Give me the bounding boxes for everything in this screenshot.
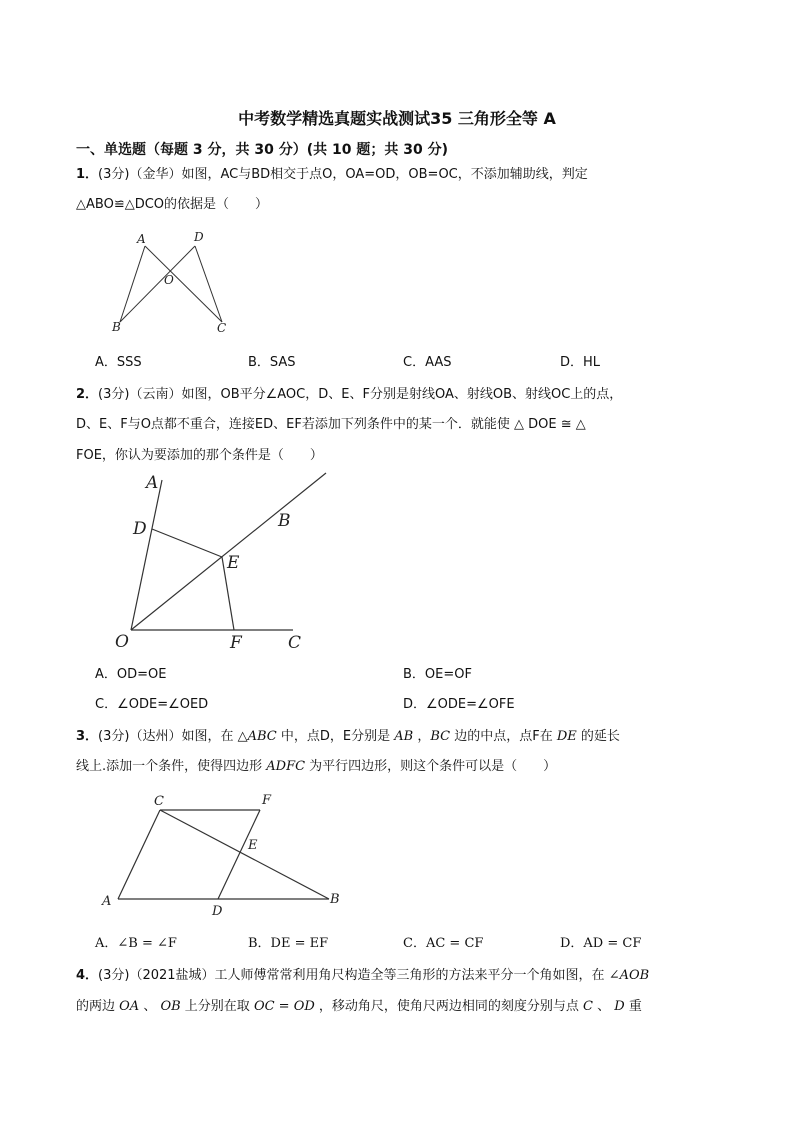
q3-text-1a: (3分)（达州）如图，在 △ xyxy=(98,729,248,744)
q2-option-a[interactable]: A．OD=OE xyxy=(95,667,167,682)
q2-line3: FOE，你认为要添加的那个条件是（ ） xyxy=(76,448,323,463)
q3-text-1i: 的延长 xyxy=(576,729,620,744)
q4-text-2i: 、 xyxy=(593,999,615,1014)
q2-label-o: O xyxy=(115,632,129,652)
q4-math-ob: OB xyxy=(160,999,181,1014)
q2-label-e: E xyxy=(227,553,240,573)
q4-text-2c: 、 xyxy=(139,999,161,1014)
page-title: 中考数学精选真题实战测试35 三角形全等 A xyxy=(238,109,556,128)
q2-line1 xyxy=(76,385,622,405)
q4-line1 xyxy=(76,966,649,986)
q1-option-b[interactable]: B．SAS xyxy=(248,355,296,370)
q3-label-e: E xyxy=(248,838,258,853)
q4-text-2g: ，移动角尺，使角尺两边相同的刻度分别与点 xyxy=(314,999,584,1014)
q2-option-c[interactable]: C．∠ODE=∠OED xyxy=(95,697,209,712)
q3-number: 3． xyxy=(76,729,99,744)
q3-math-adfc: ADFC xyxy=(266,759,306,774)
q3-text-1e: ， xyxy=(413,729,431,744)
q1-line2: △ABO≌△DCO的依据是（ ） xyxy=(76,197,269,212)
q3-option-d[interactable]: D．AD = CF xyxy=(560,936,642,951)
q1-text-1: (3分)（金华）如图，AC与BD相交于点O，OA=OD，OB=OC，不添加辅助线，判定 xyxy=(98,167,588,182)
q3-label-c: C xyxy=(154,794,164,809)
q1-figure xyxy=(105,228,240,338)
q3-math-ab: AB xyxy=(394,729,414,744)
q3-math-abc: ABC xyxy=(247,729,277,744)
q3-option-a[interactable]: A．∠B = ∠F xyxy=(95,936,177,951)
q3-math-de: DE xyxy=(556,729,577,744)
q3-text-1g: 边的中点，点F在 xyxy=(450,729,557,744)
section-heading: 一、单选题（每题 3 分，共 30 分）(共 10 题；共 30 分) xyxy=(76,142,448,158)
q2-label-a: A xyxy=(146,473,159,493)
q1-label-a: A xyxy=(137,232,146,246)
q3-line2 xyxy=(76,757,556,777)
q3-label-f: F xyxy=(262,793,272,808)
q1-number: 1． xyxy=(76,167,99,182)
q1-label-b: B xyxy=(112,320,121,334)
q4-line2 xyxy=(76,997,642,1017)
q4-text-2k: 重 xyxy=(624,999,642,1014)
q4-math-oa: OA xyxy=(119,999,140,1014)
q4-math-oc-od: OC = OD xyxy=(253,999,315,1014)
q4-text-2e: 上分别在取 xyxy=(180,999,254,1014)
q3-text-2a: 线上.添加一个条件，使得四边形 xyxy=(76,759,267,774)
q3-option-b[interactable]: B．DE = EF xyxy=(248,936,329,951)
q3-label-d: D xyxy=(212,904,223,919)
q1-label-o: O xyxy=(164,273,174,287)
q2-label-b: B xyxy=(278,511,291,531)
q3-figure xyxy=(100,790,345,920)
q3-label-b: B xyxy=(330,892,340,907)
q2-number: 2． xyxy=(76,387,99,402)
q1-option-a[interactable]: A．SSS xyxy=(95,355,142,370)
q4-number: 4． xyxy=(76,968,99,983)
q1-option-d[interactable]: D．HL xyxy=(560,355,601,370)
q1-label-c: C xyxy=(217,321,227,335)
q3-text-2c: 为平行四边形，则这个条件可以是（ ） xyxy=(305,759,557,774)
q2-line2: D、E、F与O点都不重合，连接ED、EF若添加下列条件中的某一个．就能使 △ DOE ≅ △ xyxy=(76,417,586,432)
q2-label-f: F xyxy=(230,633,242,653)
q1-label-d: D xyxy=(194,230,204,244)
q3-label-a: A xyxy=(102,894,112,909)
q1-line1 xyxy=(76,165,588,185)
q3-line1 xyxy=(76,727,620,747)
q3-text-1c: 中，点D，E分别是 xyxy=(276,729,395,744)
q4-math-aob: ∠AOB xyxy=(608,968,650,983)
q2-option-d[interactable]: D．∠ODE=∠OFE xyxy=(403,697,515,712)
q4-math-d: D xyxy=(614,999,625,1014)
q2-option-b[interactable]: B．OE=OF xyxy=(403,667,472,682)
q2-figure xyxy=(108,468,338,658)
q2-label-c: C xyxy=(288,633,302,653)
q3-math-bc: BC xyxy=(430,729,451,744)
q4-text-1a: (3分)（2021盐城）工人师傅常常利用角尺构造全等三角形的方法来平分一个角如图，在 xyxy=(98,968,609,983)
q1-option-c[interactable]: C．AAS xyxy=(403,355,452,370)
q2-label-d: D xyxy=(133,519,147,539)
q3-option-c[interactable]: C．AC = CF xyxy=(403,936,484,951)
q2-text-1: (3分)（云南）如图，OB平分∠AOC，D、E、F分别是射线OA、射线OB、射线OC上的点， xyxy=(98,387,623,402)
q4-math-c: C xyxy=(583,999,593,1014)
q4-text-2a: 的两边 xyxy=(76,999,120,1014)
